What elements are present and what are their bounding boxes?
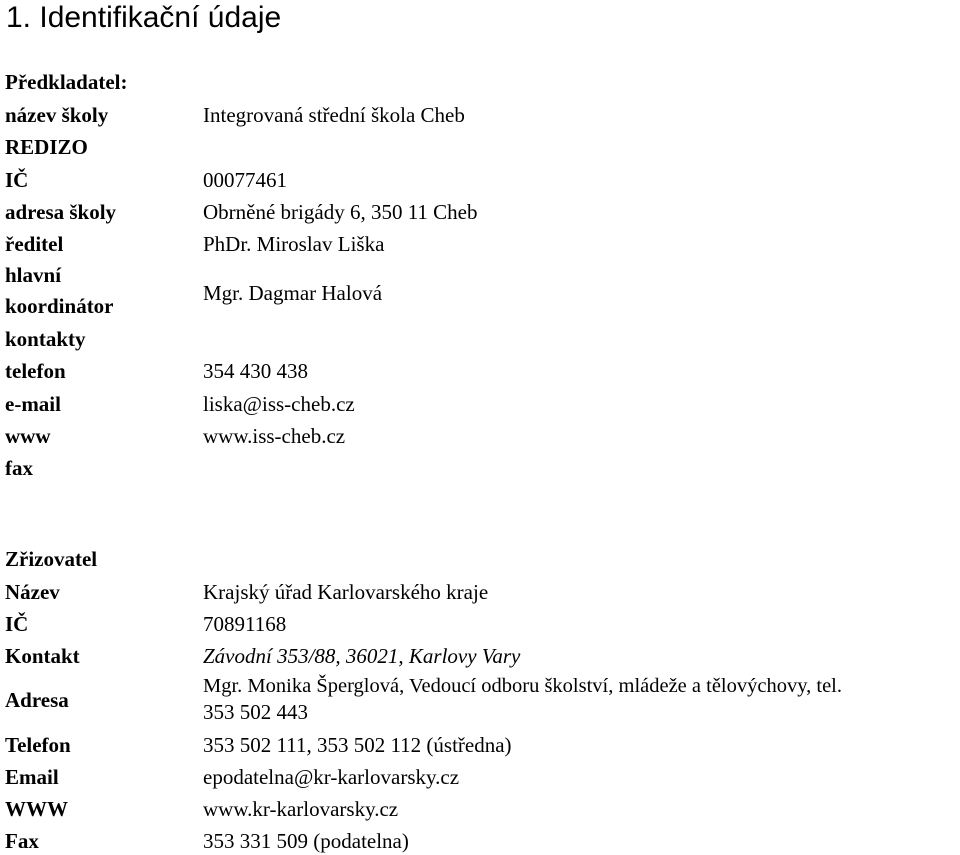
- value-telefon: 354 430 438: [203, 359, 308, 383]
- predkladatel-title: Předkladatel:: [5, 70, 128, 94]
- label-hlavni-line1: hlavní: [5, 263, 62, 287]
- value-email-zrizovatel: epodatelna@kr-karlovarsky.cz: [203, 765, 460, 789]
- document-heading: 1. Identifikační údaje: [6, 1, 282, 34]
- label-telefon: telefon: [5, 359, 66, 383]
- value-ic-zrizovatel: 70891168: [203, 612, 287, 636]
- zrizovatel-title: Zřizovatel: [5, 547, 98, 571]
- value-nazev-skoly: Integrovaná střední škola Cheb: [203, 103, 465, 127]
- label-fax-zrizovatel: Fax: [5, 829, 39, 853]
- label-adresa-skoly: adresa školy: [5, 200, 117, 224]
- value-fax-zrizovatel: 353 331 509 (podatelna): [203, 829, 409, 853]
- label-kontakt: Kontakt: [5, 644, 80, 668]
- label-koordinator-line2: koordinátor: [5, 294, 114, 318]
- value-email: liska@iss-cheb.cz: [203, 392, 355, 416]
- label-ic: IČ: [5, 168, 29, 192]
- label-adresa: Adresa: [5, 688, 69, 712]
- value-nazev: Krajský úřad Karlovarského kraje: [203, 580, 489, 604]
- label-nazev: Název: [5, 580, 60, 604]
- value-kontakt: Závodní 353/88, 36021, Karlovy Vary: [203, 644, 521, 668]
- value-adresa-skoly: Obrněné brigády 6, 350 11 Cheb: [203, 200, 478, 224]
- value-adresa-line1: Mgr. Monika Šperglová, Vedoucí odboru školství, mládeže a tělovýchovy, tel.: [203, 675, 843, 697]
- value-adresa-line2: 353 502 443: [203, 700, 308, 724]
- label-www: www: [5, 424, 51, 448]
- label-email: e-mail: [5, 392, 61, 416]
- value-reditel: PhDr. Miroslav Liška: [203, 232, 385, 256]
- label-www-zrizovatel: WWW: [5, 797, 68, 821]
- value-hlavni-koordinator: Mgr. Dagmar Halová: [203, 281, 383, 305]
- label-kontakty: kontakty: [5, 327, 86, 351]
- value-telefon-zrizovatel: 353 502 111, 353 502 112 (ústředna): [203, 733, 512, 757]
- label-reditel: ředitel: [5, 232, 64, 256]
- label-fax: fax: [5, 456, 33, 480]
- label-nazev-skoly: název školy: [5, 103, 109, 127]
- label-redizo: REDIZO: [5, 135, 88, 159]
- label-email-zrizovatel: Email: [5, 765, 59, 789]
- value-www: www.iss-cheb.cz: [203, 424, 346, 448]
- label-ic-zrizovatel: IČ: [5, 612, 29, 636]
- value-ic: 00077461: [203, 168, 287, 192]
- value-www-zrizovatel: www.kr-karlovarsky.cz: [203, 797, 399, 821]
- label-telefon-zrizovatel: Telefon: [5, 733, 71, 757]
